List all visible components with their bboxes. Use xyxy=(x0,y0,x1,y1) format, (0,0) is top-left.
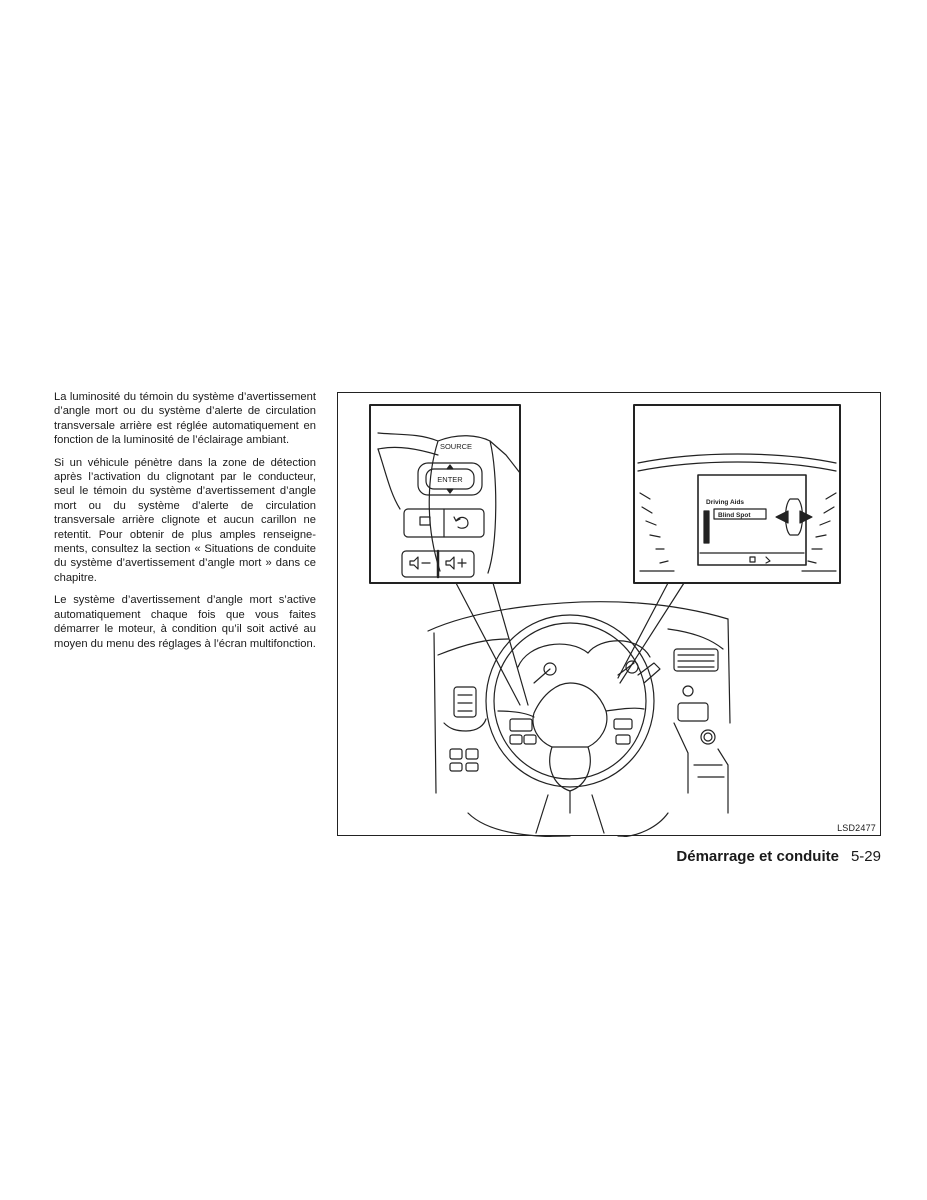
page-number: 5-29 xyxy=(850,848,881,865)
page-footer xyxy=(676,848,881,865)
dashboard-top xyxy=(428,602,728,631)
enter-label: ENTER xyxy=(437,475,463,484)
source-label: SOURCE xyxy=(439,442,473,451)
paragraph-detection-zone: Si un véhicule pénètre dans la zone de détection après l’activation du clignotant par le conducteur, seul le témoin du système d’avertissement d’angle mort ou du système d’alerte de circulation transversale arrière clignote et aucun carillon ne retentit. Pour obtenir de plus amples renseignements, consultez la section « Situations de conduite du système d’avertissement d’angle mort » dans ce chapitre. xyxy=(54,456,316,584)
illustration-drawing xyxy=(338,393,882,837)
paragraph-brightness: La luminosité du témoin du système d’avertissement d’angle mort ou du système d’alerte de circulation transversale arrière est réglée automatiquement en fonction de la luminosité de l’éclairage ambiant. xyxy=(54,391,316,447)
paragraph-auto-activation: Le système d’avertissement d’angle mort s’active automatiquement chaque fois que vous faites démarrer le moteur, à condition qu’il soit activé au moyen du menu des réglages à l’écran multifonction. xyxy=(54,594,316,650)
illustration-steering-and-display xyxy=(337,392,881,836)
left-vent xyxy=(454,687,476,717)
body-text-column xyxy=(54,390,316,659)
center-screen-unit xyxy=(674,649,718,671)
figure-id-label: LSD2477 xyxy=(837,823,876,833)
inset-display-panel xyxy=(634,405,840,583)
wheel-left-switch xyxy=(510,719,532,731)
steering-wheel-rim xyxy=(486,615,654,787)
footer-section-title: Démarrage et conduite xyxy=(676,848,839,865)
steering-wheel-hub xyxy=(533,683,607,747)
display-menu-item: Blind Spot xyxy=(718,512,751,519)
display-title: Driving Aids xyxy=(706,499,745,506)
